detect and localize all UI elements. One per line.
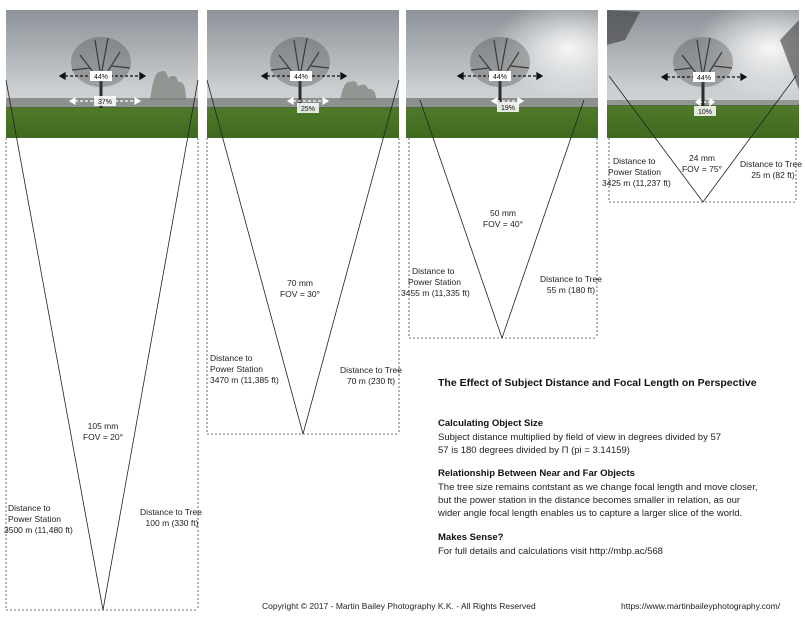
section-heading-object-size: Calculating Object Size [438,418,544,429]
fov: FOV = 30° [279,289,320,299]
station-pct-105: 37% [97,99,113,106]
section-heading-near-far: Relationship Between Near and Far Objects [438,468,635,479]
section-body-makes-sense [438,545,663,558]
tree-pct-70: 44% [293,74,309,81]
details-link-text[interactable]: For full details and calculations visit http://mbp.ac/568 [438,546,663,557]
copyright: Copyright © 2017 - Martin Bailey Photography K.K. - All Rights Reserved [262,601,536,611]
station-distance-24: Distance to Power Station 3425 m (11,237 ft) [602,156,671,188]
fov: FOV = 75° [681,164,722,174]
tree-pct-105: 44% [93,74,109,81]
focal-label-24 [675,153,729,175]
tree-distance-105: Distance to Tree 100 m (330 ft) [140,507,202,528]
tree-pct-24: 44% [696,75,712,82]
tree-distance-70: Distance to Tree 70 m (230 ft) [340,365,402,386]
station-distance-50: Distance to Power Station 3455 m (11,335 ft) [401,266,470,298]
focal-label-70 [270,278,330,300]
station-pct-70: 25% [300,106,316,113]
focal-length: 105 mm [87,421,119,431]
fov: FOV = 20° [82,432,123,442]
focal-length: 70 mm [287,278,313,288]
section-body-near-far: The tree size remains contstant as we change focal length and move closer, but the power station in the distance becomes smaller in relation, as our wider angle focal length enables us to capture a larger slice of the world. [438,482,758,519]
focal-label-50 [473,208,533,230]
station-distance-70: Distance to Power Station 3470 m (11,385 ft) [210,353,279,385]
station-distance-105: Distance to Power Station 3500 m (11,480 ft) [4,503,73,535]
tree-pct-50: 44% [492,74,508,81]
tree-distance-50: Distance to Tree 55 m (180 ft) [540,274,602,295]
section-heading-makes-sense: Makes Sense? [438,532,504,543]
station-pct-50: 19% [500,105,516,112]
focal-length: 24 mm [689,153,715,163]
station-pct-24: 10% [697,109,713,116]
focal-label-105 [70,421,136,443]
focal-length: 50 mm [490,208,516,218]
section-body-object-size: Subject distance multiplied by field of view in degrees divided by 57 57 is 180 degrees divided by Π (pi = 3.14159) [438,432,722,456]
website-url[interactable]: https://www.martinbaileyphotography.com/ [621,601,781,611]
fov: FOV = 40° [482,219,523,229]
page-title: The Effect of Subject Distance and Focal Length on Perspective [438,377,757,389]
tree-distance-24: Distance to Tree 25 m (82 ft) [740,159,802,180]
